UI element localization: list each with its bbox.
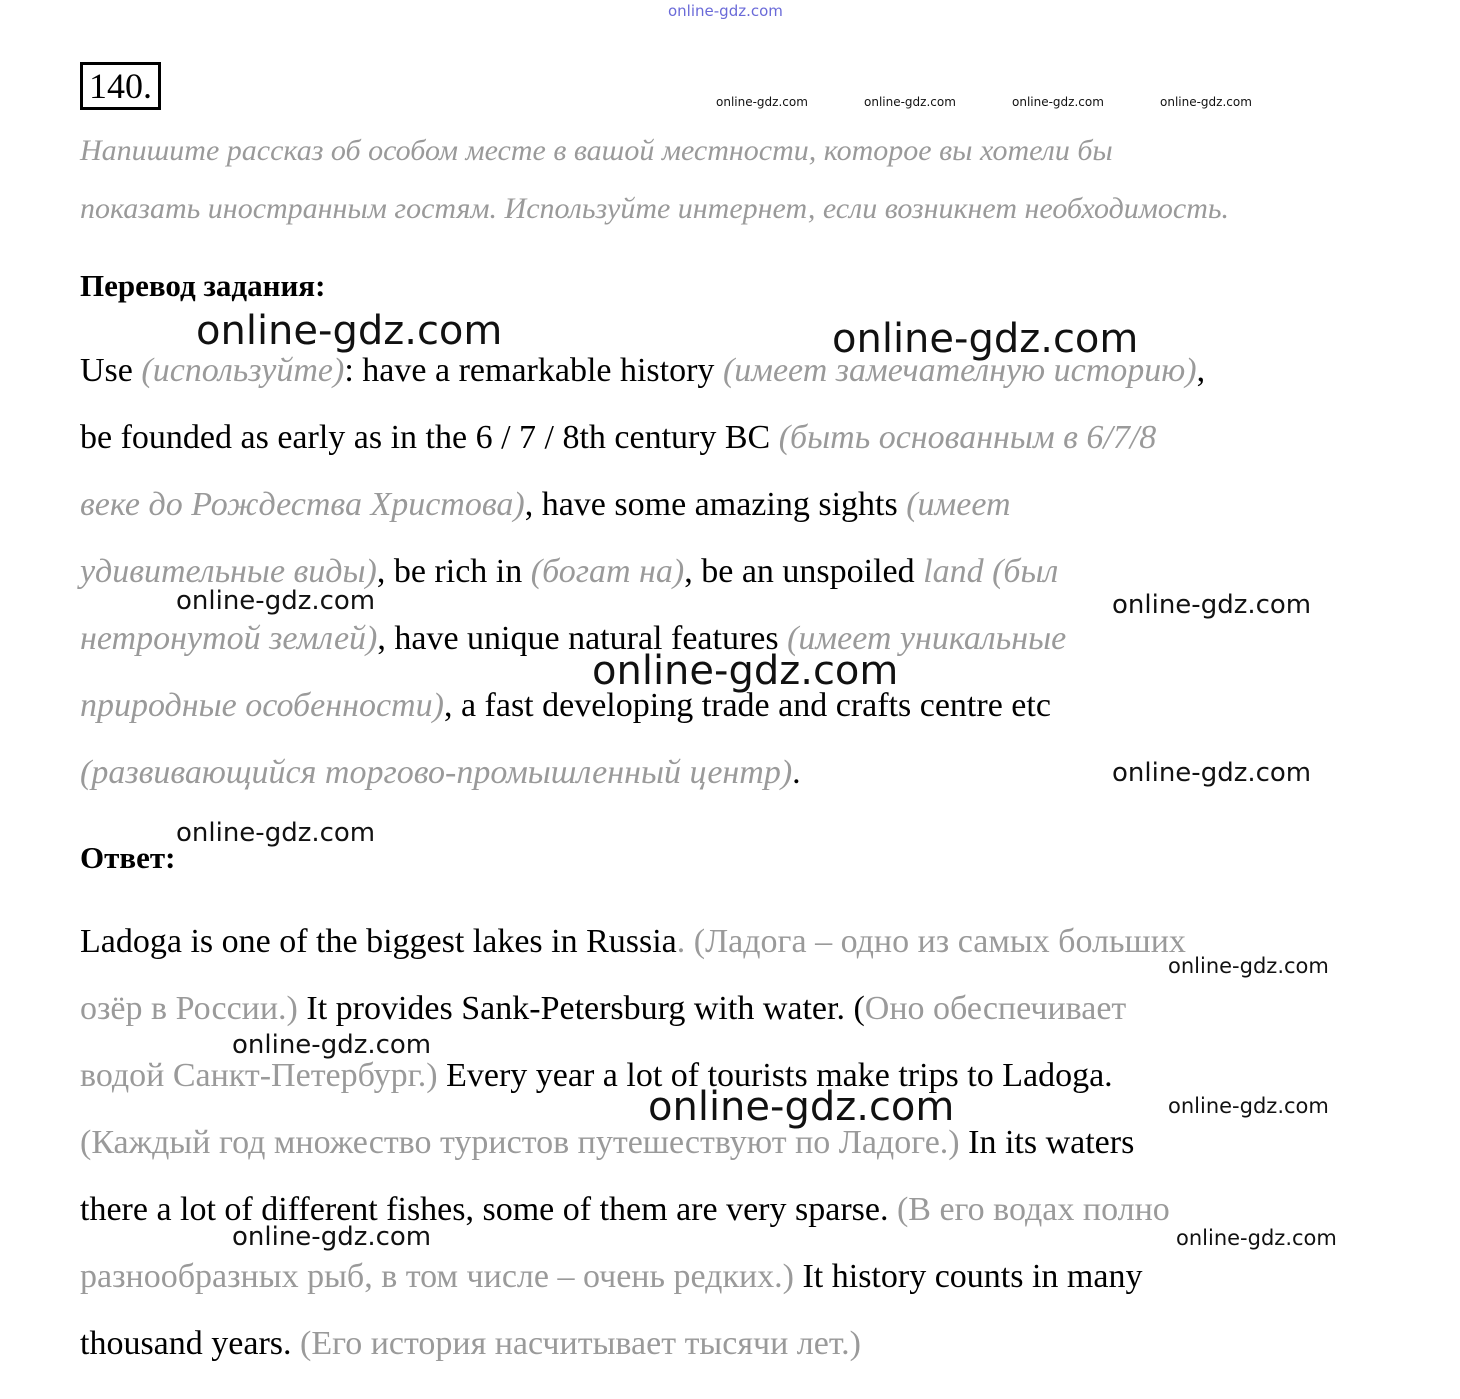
watermark: online-gdz.com [176,586,376,616]
watermark: online-gdz.com [232,1222,432,1252]
answer-heading: Ответ: [80,840,176,875]
answer-line-6: разнообразных рыб, в том числе – очень редких.) It history counts in many [80,1258,1143,1295]
watermark: online-gdz.com [1012,95,1104,109]
watermark: online-gdz.com [648,1084,955,1130]
answer-line-3: водой Санкт-Петербург.) Every year a lot of tourists make trips to Ladoga. [80,1057,1113,1094]
answer-line-2: озёр в России.) It provides Sank-Petersburg with water. (Оно обеспечивает [80,990,1127,1027]
translation-line-6: природные особенности), a fast developing trade and crafts centre etc [80,687,1051,724]
translation-line-4: удивительные виды), be rich in (богат на), be an unspoiled land (был [80,553,1059,590]
watermark: online-gdz.com [1168,1094,1329,1118]
watermark: online-gdz.com [716,95,808,109]
task-line-2: показать иностранным гостям. Используйте интернет, если возникнет необходимость. [80,192,1230,225]
translation-line-3: веке до Рождества Христова), have some amazing sights (имеет [80,486,1011,523]
answer-line-7: thousand years. (Его история насчитывает тысячи лет.) [80,1325,861,1362]
answer-line-1: Ladoga is one of the biggest lakes in Russia. (Ладога – одно из самых больших [80,923,1186,960]
translation-line-5: нетронутой землей), have unique natural features (имеет уникальные [80,620,1067,657]
translation-line-2: be founded as early as in the 6 / 7 / 8th century BC (быть основанным в 6/7/8 [80,419,1157,456]
exercise-number: 140. [80,62,161,110]
watermark: online-gdz.com [832,316,1139,362]
watermark: online-gdz.com [232,1030,432,1060]
watermark: online-gdz.com [592,648,899,694]
watermark: online-gdz.com [1112,590,1312,620]
translation-line-7: (развивающийся торгово-промышленный центр). [80,754,801,791]
task-line-1: Напишите рассказ об особом месте в вашой местности, которое вы хотели бы [80,134,1113,167]
answer-line-5: there a lot of different fishes, some of them are very sparse. (В его водах полно [80,1191,1170,1228]
translation-heading: Перевод задания: [80,268,326,303]
watermark: online-gdz.com [196,308,503,354]
watermark: online-gdz.com [864,95,956,109]
watermark: online-gdz.com [1112,758,1312,788]
watermark: online-gdz.com [1160,95,1252,109]
translation-line-1: Use (используйте): have a remarkable history (имеет замечателную историю), [80,352,1206,389]
top-watermark: online-gdz.com [668,2,783,20]
answer-line-4: (Каждый год множество туристов путешествуют по Ладоге.) In its waters [80,1124,1135,1161]
watermark: online-gdz.com [1168,954,1329,978]
watermark: online-gdz.com [1176,1226,1337,1250]
watermark: online-gdz.com [176,818,376,848]
